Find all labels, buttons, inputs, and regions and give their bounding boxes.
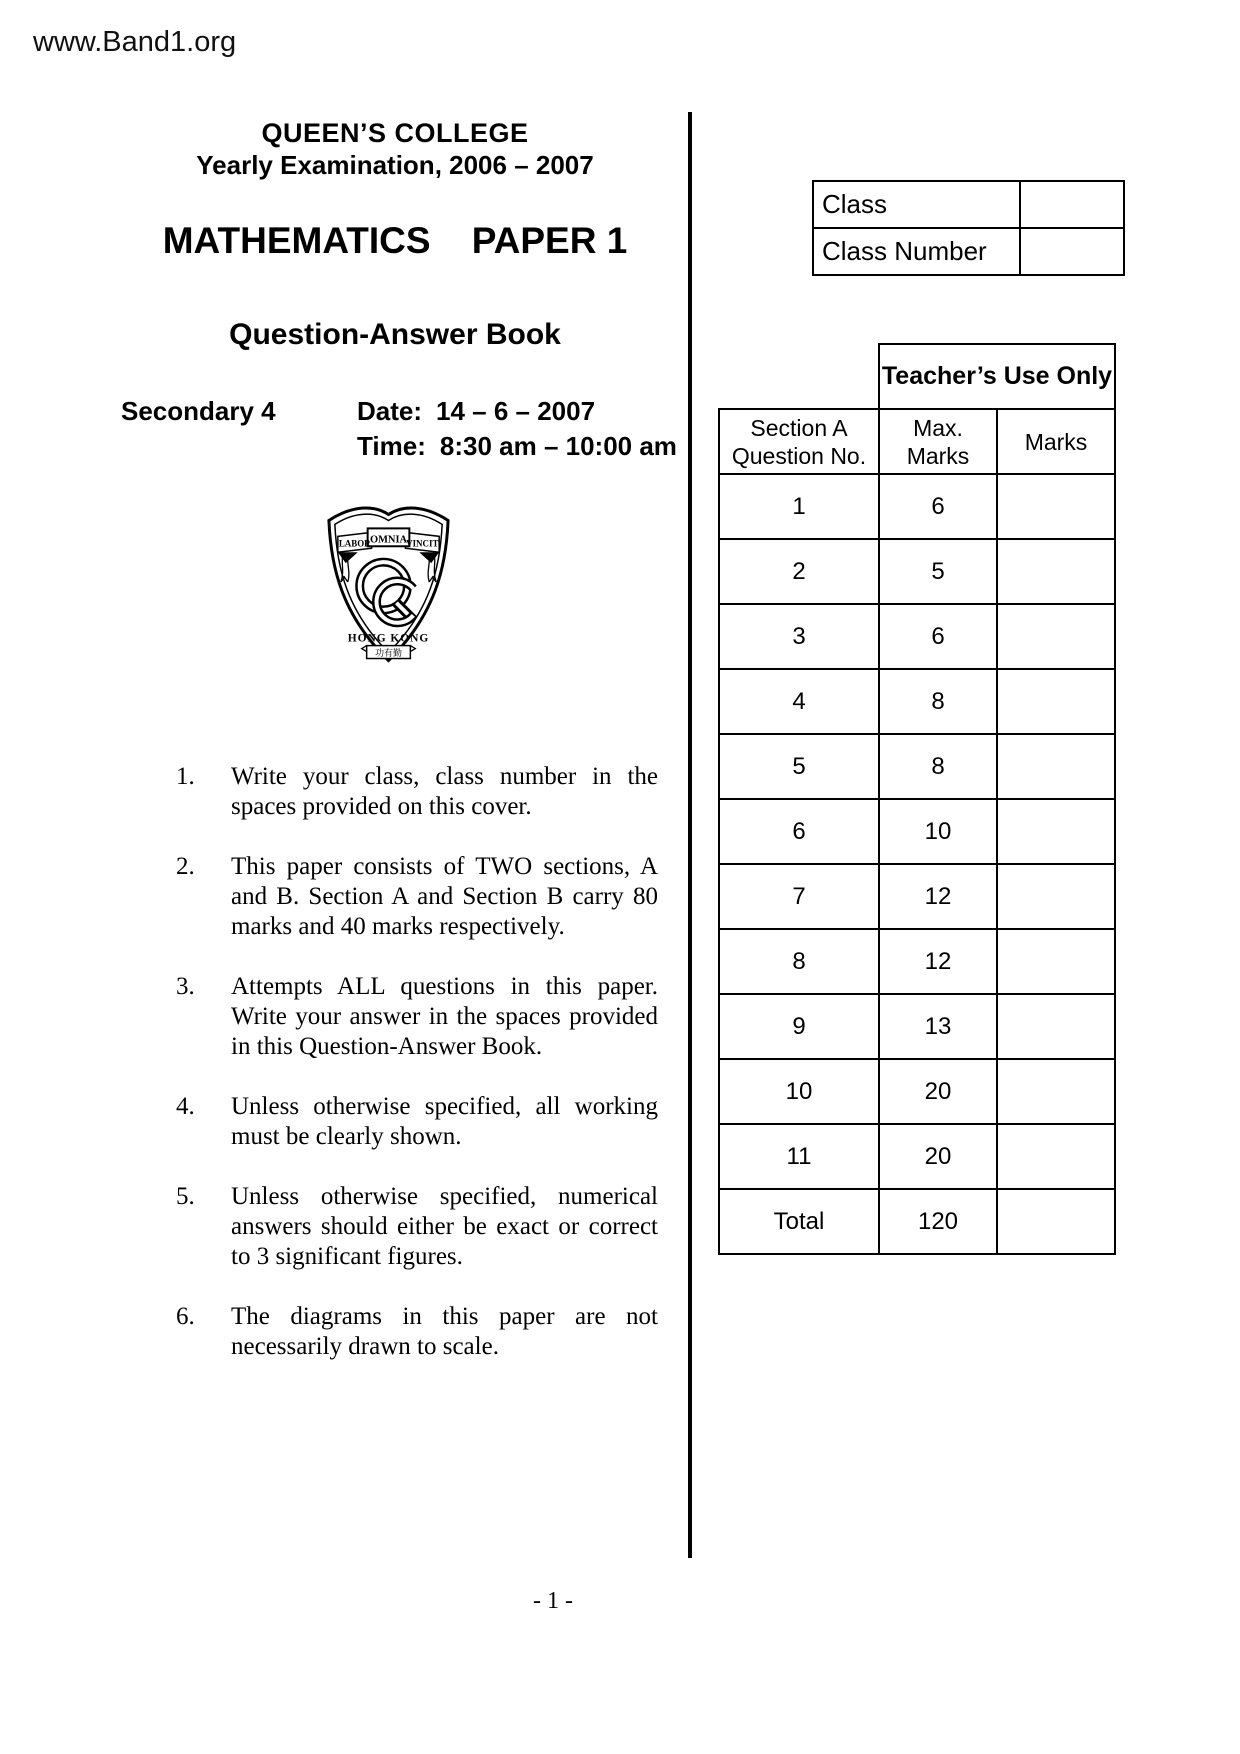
marks-input-cell[interactable] xyxy=(997,734,1115,799)
marks-input-cell[interactable] xyxy=(997,474,1115,539)
instruction-number: 2. xyxy=(176,853,195,880)
table-row xyxy=(813,181,1124,228)
max-marks-header: Max. Marks xyxy=(879,409,997,474)
marks-input-cell[interactable] xyxy=(997,669,1115,734)
site-watermark: www.Band1.org xyxy=(33,26,237,58)
question-number: 9 xyxy=(719,994,879,1059)
spacer-cell xyxy=(719,344,879,409)
marks-table-title: Teacher’s Use Only xyxy=(879,344,1115,409)
total-marks-input-cell[interactable] xyxy=(997,1189,1115,1254)
question-col-header-line1: Section A xyxy=(750,414,848,441)
question-number: 10 xyxy=(719,1059,879,1124)
max-marks: 20 xyxy=(879,1059,997,1124)
instruction-text: The diagrams in this paper are not necessarily drawn to scale. xyxy=(231,1303,658,1360)
question-number: 2 xyxy=(719,539,879,604)
student-info-table xyxy=(812,180,1125,276)
instruction-text: Attempts ALL questions in this paper. Write your answer in the spaces provided in this Question-Answer Book. xyxy=(231,973,658,1060)
table-row xyxy=(719,669,1115,734)
table-row xyxy=(719,604,1115,669)
question-number: 6 xyxy=(719,799,879,864)
marks-input-cell[interactable] xyxy=(997,929,1115,994)
class-label: Class xyxy=(813,181,1020,228)
table-row xyxy=(719,474,1115,539)
class-number-input-cell[interactable] xyxy=(1020,228,1124,275)
instruction-text: Unless otherwise specified, all working must be clearly shown. xyxy=(231,1093,658,1150)
date-value: 14 – 6 – 2007 xyxy=(436,396,596,426)
marks-input-cell[interactable] xyxy=(997,604,1115,669)
marks-input-cell[interactable] xyxy=(997,799,1115,864)
question-number: 4 xyxy=(719,669,879,734)
max-marks: 12 xyxy=(879,864,997,929)
max-marks: 5 xyxy=(879,539,997,604)
max-marks: 20 xyxy=(879,1124,997,1189)
exam-time xyxy=(357,431,677,462)
exam-title: Yearly Examination, 2006 – 2007 xyxy=(196,150,594,180)
paper-title: MATHEMATICS PAPER 1 xyxy=(162,220,628,261)
marks-header: Marks xyxy=(997,409,1115,474)
max-marks: 8 xyxy=(879,669,997,734)
crest-motto-left: LABOR xyxy=(338,538,371,549)
instruction-number: 4. xyxy=(176,1093,195,1120)
class-number-label: Class Number xyxy=(813,228,1020,275)
question-col-header-line2: Question No. xyxy=(731,442,867,469)
time-value: 8:30 am – 10:00 am xyxy=(439,431,677,461)
max-marks: 13 xyxy=(879,994,997,1059)
crest-motto-center: OMNIA xyxy=(369,534,408,546)
instruction-text: Unless otherwise specified, numerical answers should either be exact or correct to 3 significant figures. xyxy=(231,1183,658,1270)
max-marks: 10 xyxy=(879,799,997,864)
table-row xyxy=(813,228,1124,275)
instruction-number: 1. xyxy=(176,763,195,790)
question-number: 3 xyxy=(719,604,879,669)
list-item xyxy=(176,972,658,1062)
list-item xyxy=(176,1182,658,1272)
max-marks: 6 xyxy=(879,474,997,539)
table-row xyxy=(719,539,1115,604)
instruction-number: 6. xyxy=(176,1303,195,1330)
question-number: 5 xyxy=(719,734,879,799)
class-input-cell[interactable] xyxy=(1020,181,1124,228)
marks-input-cell[interactable] xyxy=(997,1059,1115,1124)
instruction-text: Write your class, class number in the spaces provided on this cover. xyxy=(231,763,658,820)
question-number: 7 xyxy=(719,864,879,929)
table-row xyxy=(719,1059,1115,1124)
crest-chinese-motto: 功有勤 xyxy=(375,648,402,659)
form-level: Secondary 4 xyxy=(121,396,276,426)
table-row xyxy=(719,344,1115,409)
school-name: QUEEN’S COLLEGE xyxy=(261,118,529,148)
page-divider-line xyxy=(688,112,692,1558)
crest-motto-right: VINCIT xyxy=(406,538,439,549)
table-row xyxy=(719,864,1115,929)
marks-input-cell[interactable] xyxy=(997,539,1115,604)
question-number: 1 xyxy=(719,474,879,539)
marks-input-cell[interactable] xyxy=(997,994,1115,1059)
page-number: - 1 - xyxy=(533,1588,573,1614)
question-number: 8 xyxy=(719,929,879,994)
max-marks: 8 xyxy=(879,734,997,799)
table-row xyxy=(719,1189,1115,1254)
crest-place: HONG KONG xyxy=(347,632,430,645)
list-item xyxy=(176,1092,658,1152)
instruction-number: 3. xyxy=(176,973,195,1000)
table-row xyxy=(719,734,1115,799)
question-number: 11 xyxy=(719,1124,879,1189)
exam-date xyxy=(357,396,595,427)
book-type: Question-Answer Book xyxy=(229,318,561,351)
table-row xyxy=(719,1124,1115,1189)
list-item xyxy=(176,762,658,822)
max-marks: 12 xyxy=(879,929,997,994)
total-max-marks: 120 xyxy=(879,1189,997,1254)
table-row xyxy=(719,929,1115,994)
school-crest-icon xyxy=(314,501,463,671)
list-item xyxy=(176,1302,658,1362)
question-col-header xyxy=(719,409,879,474)
marks-input-cell[interactable] xyxy=(997,864,1115,929)
instructions-list xyxy=(176,762,658,1392)
max-marks: 6 xyxy=(879,604,997,669)
list-item xyxy=(176,852,658,942)
marks-table xyxy=(718,343,1116,1255)
instruction-number: 5. xyxy=(176,1183,195,1210)
table-row xyxy=(719,799,1115,864)
total-label: Total xyxy=(719,1189,879,1254)
table-row xyxy=(719,994,1115,1059)
time-label: Time: xyxy=(357,431,426,461)
date-label: Date: xyxy=(357,396,423,426)
marks-input-cell[interactable] xyxy=(997,1124,1115,1189)
instruction-text: This paper consists of TWO sections, A and B. Section A and Section B carry 80 marks and 40 marks respectively. xyxy=(231,853,658,940)
table-row xyxy=(719,409,1115,474)
